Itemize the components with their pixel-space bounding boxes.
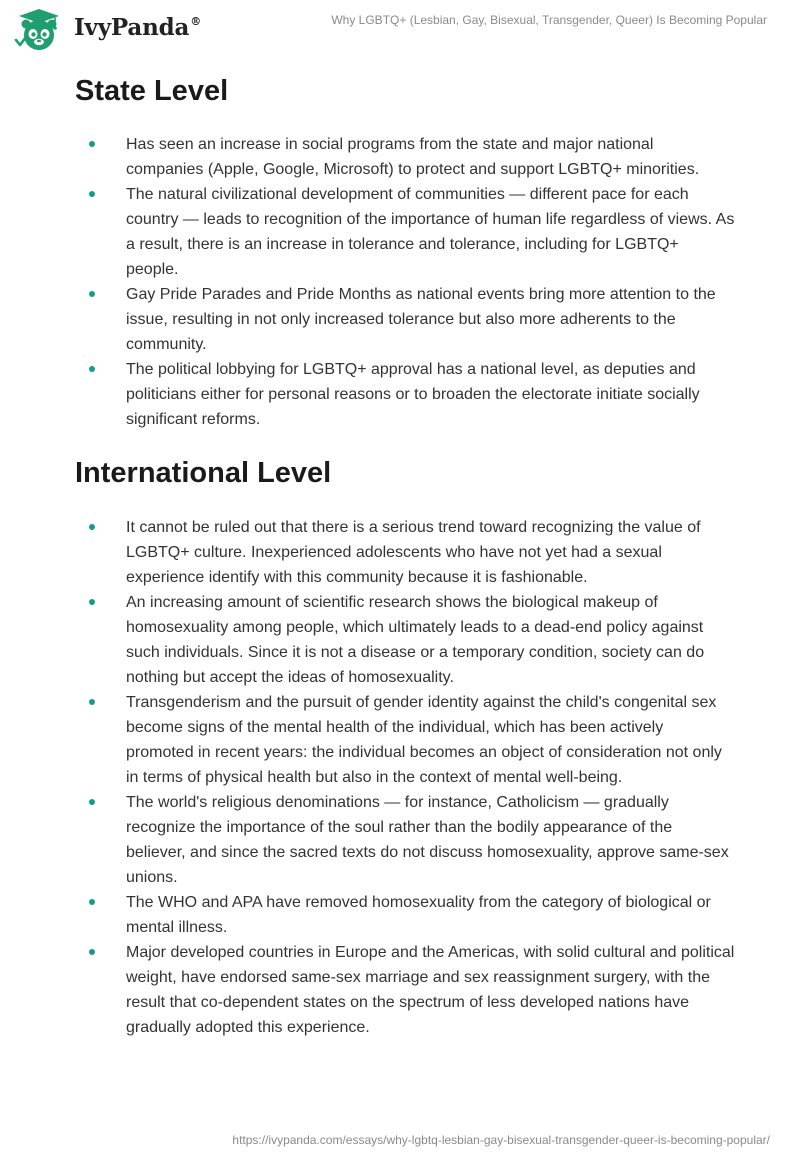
list-item-text: Transgenderism and the pursuit of gender identity against the child's congenital sex become signs of the mental health of the individual, which has been actively promoted in recent years: the individual becomes an object of consideration not only in terms of physical health but also in the context of mental well-being. [126, 694, 722, 786]
list-item-text: An increasing amount of scientific research shows the biological makeup of homosexuality among people, which ultimately leads to a dead-end policy against such individuals. Since it is not a disease or a temporary condition, society can do nothing but accept the ideas of homosexuality. [126, 594, 705, 686]
list-item [75, 890, 735, 940]
list-item [75, 357, 735, 432]
list-item-text: Has seen an increase in social programs from the state and major national companies (Apple, Google, Microsoft) to protect and support LGBTQ+ minorities. [126, 136, 700, 178]
list-item [75, 182, 735, 282]
list-item [75, 690, 735, 790]
bullet-dot-icon [89, 291, 95, 297]
footer-url-link[interactable]: https://ivypanda.com/essays/why-lgbtq-lesbian-gay-bisexual-transgender-queer-is-becoming-popular/ [232, 1133, 770, 1147]
bullet-dot-icon [89, 191, 95, 197]
bullet-dot-icon [89, 949, 95, 955]
bullet-dot-icon [89, 599, 95, 605]
bullet-dot-icon [89, 366, 95, 372]
bullet-dot-icon [89, 899, 95, 905]
bullet-list [75, 515, 735, 1040]
bullet-dot-icon [89, 699, 95, 705]
bullet-dot-icon [89, 141, 95, 147]
list-item [75, 515, 735, 590]
list-item [75, 790, 735, 890]
page-header [0, 0, 800, 60]
list-item-text: Major developed countries in Europe and the Americas, with solid cultural and political weight, have endorsed same-sex marriage and sex reassignment surgery, with the result that co-dependent states on the spectrum of less developed nations have gradually adopted this experience. [126, 944, 735, 1036]
list-item-text: It cannot be ruled out that there is a serious trend toward recognizing the value of LGBTQ+ culture. Inexperienced adolescents who have not yet had a sexual experience identify with this community because it is fashionable. [126, 519, 701, 586]
bullet-dot-icon [89, 799, 95, 805]
list-item-text: The world's religious denominations — for instance, Catholicism — gradually recognize the importance of the soul rather than the bodily appearance of the believer, and since the sacred texts do not discuss homosexuality, approve same-sex unions. [126, 794, 729, 886]
brand-name[interactable] [74, 14, 201, 41]
brand-text: IvyPanda [74, 14, 190, 41]
list-item-text: The political lobbying for LGBTQ+ approval has a national level, as deputies and politicians either for personal reasons or to broaden the electorate initiate socially significant reforms. [126, 361, 700, 428]
list-item [75, 132, 735, 182]
international-level-section [75, 454, 735, 1040]
state-level-section [75, 72, 735, 432]
ivypanda-logo-icon[interactable] [14, 8, 64, 52]
list-item [75, 590, 735, 690]
section-heading: International Level [75, 457, 332, 489]
list-item-text: The WHO and APA have removed homosexuality from the category of biological or mental illness. [126, 894, 711, 936]
list-item [75, 940, 735, 1040]
list-item-text: Gay Pride Parades and Pride Months as national events bring more attention to the issue, resulting in not only increased tolerance but also more adherents to the community. [126, 286, 716, 353]
bullet-list [75, 132, 735, 432]
main-content [75, 72, 735, 1040]
list-item-text: The natural civilizational development of communities — different pace for each country — leads to recognition of the importance of human life regardless of views. As a result, there is an increase in tolerance and tolerance, including for LGBTQ+ people. [126, 186, 735, 278]
section-heading: State Level [75, 75, 229, 107]
bullet-dot-icon [89, 524, 95, 530]
registered-mark: ® [190, 15, 201, 28]
list-item [75, 282, 735, 357]
document-title: Why LGBTQ+ (Lesbian, Gay, Bisexual, Transgender, Queer) Is Becoming Popular [331, 13, 767, 27]
